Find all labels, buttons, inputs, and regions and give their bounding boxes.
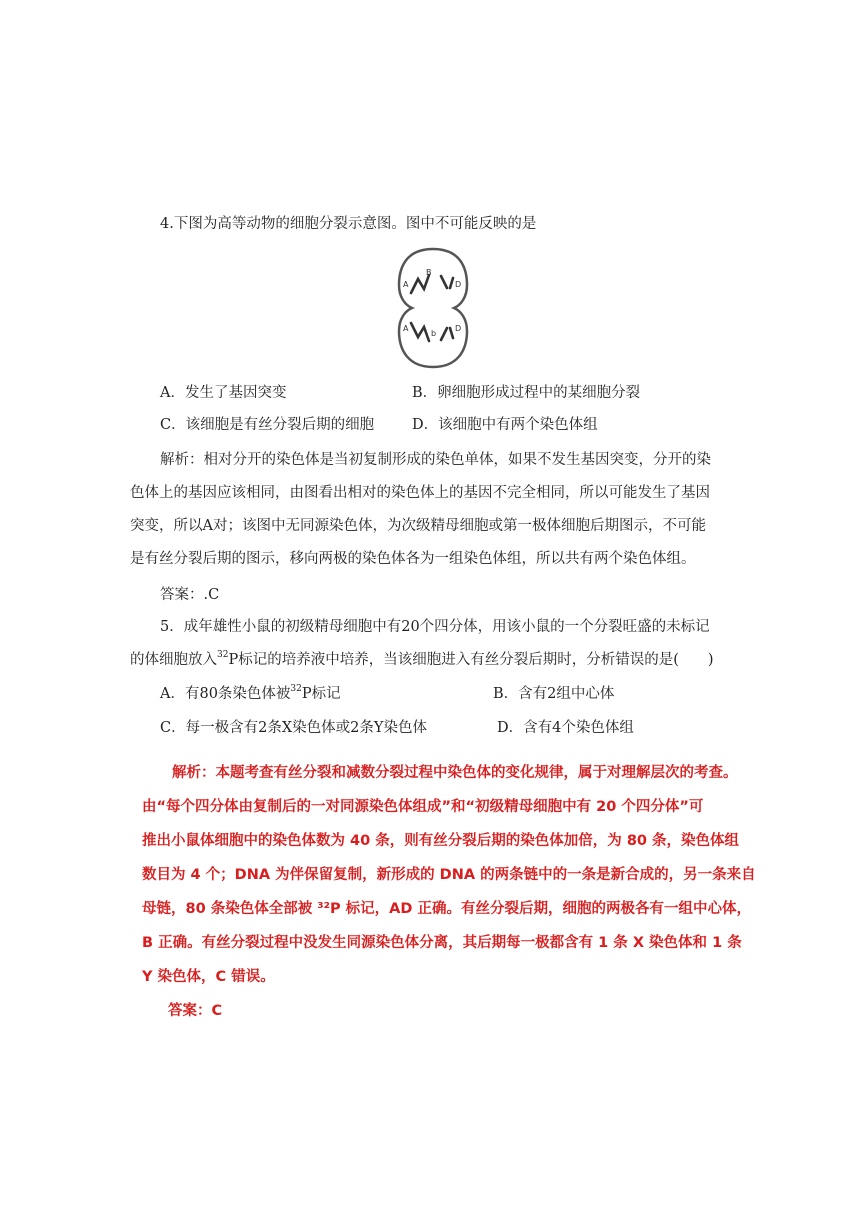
question-4-explanation-line: 解析：相对分开的染色体是当初复制形成的染色单体，如果不发生基因突变，分开的染 <box>160 452 711 468</box>
question-4-option-b: B．卵细胞形成过程中的某细胞分裂 <box>412 385 641 401</box>
question-4-option-d: D．该细胞中有两个染色体组 <box>412 417 598 433</box>
question-5-option-d: D．含有4个染色体组 <box>497 720 634 736</box>
cell-division-diagram <box>395 245 471 371</box>
gene-label-bottom-b: b <box>431 329 437 338</box>
gene-label-top-b: B <box>426 268 432 277</box>
question-4-explanation-line: 是有丝分裂后期的图示，移向两极的染色体各为一组染色体组，所以共有两个染色体组。 <box>130 551 696 567</box>
question-5-option-b: B．含有2组中心体 <box>493 686 615 702</box>
isotope-superscript: 32 <box>290 684 302 694</box>
question-4-stem: 4.下图为高等动物的细胞分裂示意图。图中不可能反映的是 <box>160 216 537 232</box>
question-4-explanation-line: 突变，所以A对；该图中无同源染色体，为次级精母细胞或第一极体细胞后期图示，不可能 <box>130 518 706 534</box>
question-5-answer: 答案：C <box>168 1003 223 1019</box>
question-5-explanation-line: B 正确。有丝分裂过程中没发生同源染色体分离，其后期每一极都含有 1 条 X 染色体和 1 条 <box>142 935 742 951</box>
gene-label-top-a: A <box>403 280 409 289</box>
question-5-option-c: C．每一极含有2条X染色体或2条Y染色体 <box>160 720 427 736</box>
question-5-explanation-line: 由“每个四分体由复制后的一对同源染色体组成”和“初级精母细胞中有 20 个四分体”可 <box>142 799 704 815</box>
question-5-stem-line-2 <box>130 650 740 670</box>
question-5-explanation-line: 母链，80 条染色体全部被 ³²P 标记，AD 正确。有丝分裂后期，细胞的两极各有一组中心体， <box>142 901 751 917</box>
cell-membrane-outline <box>399 249 467 367</box>
question-5-option-a <box>160 684 341 704</box>
option-a-text: P标记 <box>301 686 341 702</box>
question-5-stem-text: P标记的培养液中培养，当该细胞进入有丝分裂后期时，分析错误的是( ) <box>228 652 714 668</box>
isotope-superscript: 32 <box>217 650 229 660</box>
question-4-option-a: A．发生了基因突变 <box>160 385 287 401</box>
question-4-answer: 答案：.C <box>160 587 220 603</box>
question-4-explanation-line: 色体上的基因应该相同，由图看出相对的染色体上的基因不完全相同，所以可能发生了基因 <box>130 485 710 501</box>
gene-label-bottom-d: D <box>455 324 462 333</box>
question-5-explanation-line: 推出小鼠体细胞中的染色体数为 40 条，则有丝分裂后期的染色体加倍，为 80 条，染色体组 <box>142 833 740 849</box>
question-4-option-c: C．该细胞是有丝分裂后期的细胞 <box>160 417 375 433</box>
option-a-text: A．有80条染色体被 <box>160 686 291 702</box>
question-5-explanation-line: 数目为 4 个；DNA 为伴保留复制，新形成的 DNA 的两条链中的一条是新合成的，另一条来自 <box>142 867 756 883</box>
gene-label-top-d: D <box>455 280 462 289</box>
question-5-explanation-line: 解析：本题考查有丝分裂和减数分裂过程中染色体的变化规律，属于对理解层次的考查。 <box>172 765 738 781</box>
question-5-explanation-line: Y 染色体，C 错误。 <box>142 969 275 985</box>
gene-label-bottom-a: A <box>403 324 409 333</box>
question-5-stem-line-1: 5．成年雄性小鼠的初级精母细胞中有20个四分体，用该小鼠的一个分裂旺盛的未标记 <box>160 619 710 635</box>
question-5-stem-text: 的体细胞放入 <box>130 652 217 668</box>
